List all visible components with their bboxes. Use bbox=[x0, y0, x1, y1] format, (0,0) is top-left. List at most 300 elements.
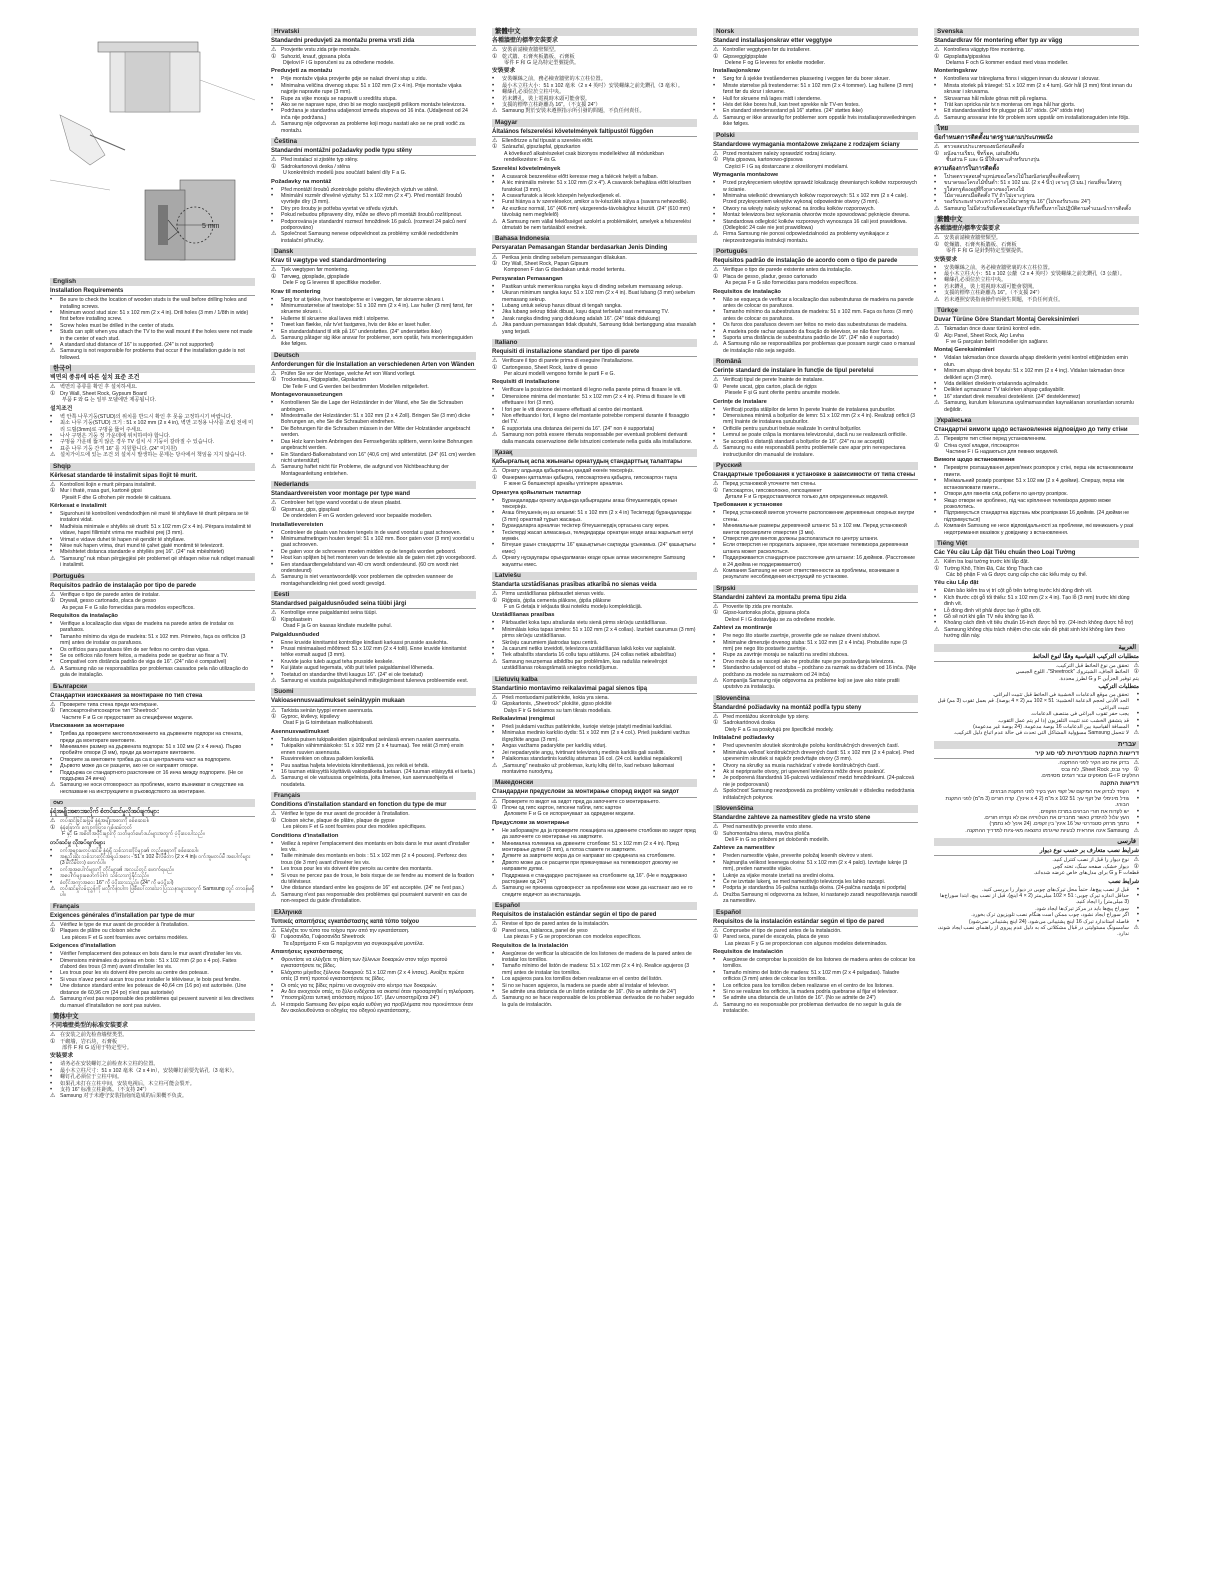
bullet-icon: • bbox=[50, 297, 53, 304]
bullet-icon: • bbox=[492, 89, 495, 96]
item-text: Nëse nuk hapen vrima, druri mund të çahet gjatë montimit të televizorit. bbox=[60, 542, 224, 549]
wall-type-icon: ① bbox=[50, 598, 56, 605]
item-text: Os furos dos parafusos devem ser feitos no meio das subestruturas de madeira. bbox=[723, 322, 908, 329]
list-item bbox=[50, 831, 255, 837]
bullet-icon: • bbox=[713, 885, 716, 892]
item-text: Компания Samsung не несет ответственности за проблемы, возникшие в результате несоблюдения инструкций по установке. bbox=[723, 567, 900, 581]
item-text: 螺絲孔必須位於立柱中央。 bbox=[502, 89, 565, 96]
column-5 bbox=[934, 28, 1139, 942]
bullet-icon: • bbox=[492, 756, 495, 763]
item-text: سامسونگ مسئولیتی در قبال مشکلاتی که به دلیل عدم پیروی از راهنمای نصب ایجاد شوند، ندارد. bbox=[937, 925, 1129, 938]
bullet-icon: • bbox=[713, 296, 716, 303]
bullet-icon: • bbox=[713, 322, 716, 329]
bullet-icon: • bbox=[492, 309, 495, 316]
bullet-icon: • bbox=[50, 866, 53, 873]
item-text: Tamaño mínimo del listón de madera: 51 x 102 mm (2 x 4 pulgadas). Taladre orificios (3 mm) antes de colocar los tornillos. bbox=[723, 969, 900, 983]
item-text: A Samsung nem vállal felelősséget azokért a problémákért, amelyek a felszerelési útmutató be nem tartásából erednek. bbox=[502, 218, 691, 231]
subsection-title: Uzstādīšanas prasības bbox=[492, 612, 555, 619]
list-item bbox=[934, 339, 1139, 345]
list-item bbox=[271, 231, 476, 244]
list-item bbox=[50, 348, 255, 361]
list-item bbox=[934, 498, 1139, 511]
bullet-icon: • bbox=[492, 192, 495, 199]
list-item bbox=[492, 267, 697, 273]
item-text: Drvo može da se rascepi ako ne probušite rupe pre postavljanja televizora. bbox=[723, 658, 895, 665]
item-text: A Samsung não se responsabiliza por problemas que possam surgir caso o manual de instalação não seja seguido. bbox=[723, 341, 916, 354]
list-item bbox=[713, 837, 918, 843]
item-text: יש לקדוח את חורי הברגים במרכז הזקפים. bbox=[1039, 808, 1129, 815]
language-section bbox=[50, 799, 255, 899]
section-title: ข้อกำหนดการติดตั้งมาตรฐานตามประเภทผนัง bbox=[934, 135, 1139, 143]
language-section bbox=[934, 838, 1139, 938]
caution-icon: ⚠ bbox=[271, 707, 277, 714]
caution-icon: ⚠ bbox=[492, 591, 498, 598]
caution-icon: ⚠ bbox=[50, 384, 56, 391]
section-title: နံရံအမျိုးအစားအလိုက် စံတပ်ဆင်မှုလိုအပ်ချက်များ bbox=[50, 809, 255, 817]
wall-type-icon: ① bbox=[492, 474, 498, 481]
item-text: Mbështetet distanca standarde e shtyllës prej 16". (24" nuk mbështetet) bbox=[60, 549, 225, 556]
list-item bbox=[271, 426, 476, 439]
bullet-icon: • bbox=[50, 1086, 53, 1093]
item-text: Pred montážou skontrolujte typ steny. bbox=[723, 714, 810, 721]
item-text: Prije montaže vijaka provjerite gdje se nalazi drveni stup u zidu. bbox=[281, 76, 427, 83]
item-text: Перевірте розташування дерев'яних розпорок у стіні, перш ніж встановлювати гвинти. bbox=[944, 465, 1134, 478]
language-label: Português bbox=[50, 573, 255, 581]
wall-type-icon: ① bbox=[934, 241, 940, 248]
bullet-icon: • bbox=[271, 108, 274, 115]
item-text: Kontroller veggtypen før du installerer. bbox=[723, 47, 811, 54]
wall-type-icon: ① bbox=[492, 927, 498, 934]
bullet-icon: • bbox=[271, 743, 274, 750]
section-title: Krav til vægtype ved standardmontering bbox=[271, 258, 476, 266]
bullet-icon: • bbox=[271, 982, 274, 989]
item-text: اگر سوراخ ایجاد نشود، چوب ممکن است هنگام نصب تلویزیون ترک بخورد. bbox=[971, 912, 1129, 919]
wall-type-icon: ① bbox=[492, 260, 498, 267]
caution-icon: ⚠ bbox=[271, 371, 277, 378]
wall-type-icon: ① bbox=[492, 597, 498, 604]
item-text: Az esztkoz normál, 16" (406 mm) vázgerenda-távolsághoz készült. (24" (610 mm) távolság nem megfelelő) bbox=[502, 205, 690, 219]
bullet-icon: • bbox=[271, 192, 274, 199]
list-item bbox=[713, 568, 918, 581]
item-text: Перед установкой уточните тип стены. bbox=[723, 481, 817, 488]
item-text: Sørg for å sjekke treståendernes plassering i veggen før du borer skruer. bbox=[723, 76, 890, 83]
list-item bbox=[271, 841, 476, 854]
language-label: Tiếng Việt bbox=[934, 540, 1139, 548]
wall-type-icon: ① bbox=[50, 390, 56, 397]
section-title: Қабырғалық аспа жиынағы орнатудың стандарттық талаптары bbox=[492, 459, 697, 467]
list-item bbox=[271, 219, 476, 232]
item-text: Samsung не носи отговорност за проблеми, които възникват в следствие на неспазване на инструкциите в ръководството за монтиране. bbox=[60, 782, 244, 795]
list-item bbox=[934, 870, 1139, 876]
language-section bbox=[934, 741, 1139, 834]
item-text: Suhozid, knauf, gipsana ploča bbox=[281, 53, 351, 60]
caution-icon: ⚠ bbox=[492, 358, 498, 365]
list-item bbox=[713, 727, 918, 733]
list-item bbox=[492, 151, 697, 164]
language-section bbox=[271, 792, 476, 904]
bullet-icon: • bbox=[713, 768, 716, 775]
caution-icon: ⚠ bbox=[50, 591, 56, 598]
item-text: Дървото може да се разцепи, ако не се направят отвори. bbox=[60, 763, 198, 770]
item-text: Komponen F dan G disediakan untuk model tertentu. bbox=[504, 267, 626, 274]
list-item bbox=[492, 371, 697, 377]
subsection-title: 설치조건 bbox=[50, 405, 73, 412]
bullet-icon: • bbox=[713, 102, 716, 109]
list-item bbox=[271, 873, 476, 886]
caution-icon: ⚠ bbox=[50, 1032, 56, 1039]
item-text: As peças F e G são fornecidas para modelos específicos. bbox=[725, 280, 858, 287]
item-text: Pastikan untuk memeriksa rangka kayu di dinding sebelum memasang sekrup. bbox=[502, 283, 683, 290]
item-text: Osad F ja G on kaasas kindlate mudelite puhul. bbox=[283, 623, 392, 630]
language-label: Nederlands bbox=[271, 481, 476, 489]
bullet-icon: • bbox=[50, 873, 53, 880]
list-item bbox=[934, 523, 1139, 536]
item-text: Minsta storlek på träregel: 51 x 102 mm (2 x 4 tum). Gör hål (3 mm) först innan du skruvar i skruvarna. bbox=[944, 82, 1132, 96]
item-text: Vérifiez le type de mur avant de procéder à l'installation. bbox=[281, 811, 410, 818]
bullet-icon: • bbox=[713, 743, 716, 750]
item-text: A Samsung não se responsabiliza por problemas causados pela não utilização do guia de instalação. bbox=[60, 665, 249, 679]
bullet-icon: • bbox=[934, 594, 937, 601]
subsection-title: Requisitos da instalação bbox=[50, 613, 118, 620]
language-label: Hrvatski bbox=[271, 28, 476, 36]
caution-icon: ⚠ bbox=[271, 464, 277, 471]
list-item bbox=[492, 542, 697, 555]
caution-icon: ⚠ bbox=[934, 326, 940, 333]
item-text: حداقل اندازه تیرک چوبی: 51 × 102 میلی‌متر (2 × 4 اینچ). قبل از نصب پیچ، ابتدا سوراخ‌ها (3 میلی‌متر) را ایجاد کنید. bbox=[940, 892, 1129, 906]
item-text: 16" standart direk mesafesi desteklenir. (24" desteklenmez) bbox=[944, 393, 1081, 400]
subsection-title: Requisitos de instalación bbox=[713, 949, 783, 956]
item-text: I fori per le viti devono essere effettuati al centro dei montanti. bbox=[502, 406, 644, 413]
item-text: F және G бөлшектері арнайы үлгілерге арналған. bbox=[504, 481, 624, 488]
item-text: En standard stenderavstand på 16" støttes. (24" støttes ikke) bbox=[723, 108, 863, 115]
section-title: Standardní montážní požadavky podle typu stěny bbox=[271, 148, 476, 156]
item-text: Een standaardtengelafstand van 40 cm wordt ondersteund. (60 cm wordt niet ondersteund) bbox=[281, 561, 459, 574]
list-item bbox=[713, 665, 918, 678]
list-item bbox=[492, 219, 697, 232]
item-text: Проверете типа стена преди монтиране. bbox=[60, 701, 159, 708]
item-text: Si vous n'avez percé aucun trou pour installer le téléviseur, le bois peut fendre. bbox=[60, 976, 241, 983]
list-item bbox=[713, 219, 918, 232]
wall-type-icon: ① bbox=[934, 332, 940, 339]
item-text: Pred upevnením skrutiek skontrolujte polohu konštrukčných drevených častí. bbox=[723, 743, 900, 750]
item-text: Ak si nepripravíte otvory, pri upevnení televízora môže drevo prasknúť. bbox=[723, 768, 886, 775]
item-text: Verificați poziția stâlpilor de lemn în perete înainte de instalarea șuruburilor. bbox=[723, 406, 896, 413]
bullet-icon: • bbox=[50, 1067, 53, 1074]
language-label: Қазақ bbox=[492, 449, 697, 457]
language-section bbox=[50, 365, 255, 458]
list-item bbox=[713, 750, 918, 763]
item-text: Орнату алдында қабырғаның қандай екенін тексеріңіз. bbox=[502, 468, 634, 475]
item-text: Ағаш бітеушенің ең аз өлшемі: 51 x 102 mm (2 x 4 in) Тесіктерді бұрандаларды (3 mm) орнатпай тұрып жасаңыз. bbox=[502, 510, 692, 523]
caution-icon: ⚠ bbox=[934, 205, 940, 212]
item-text: 最小木立柱尺寸：51 x 102 毫米（2 x 4 in），安装螺钉前要先钻孔（3 毫米）。 bbox=[60, 1067, 238, 1074]
item-text: Diely F a G sa poskytujú pre špecifické modely. bbox=[725, 726, 834, 733]
language-section bbox=[50, 1013, 255, 1100]
caution-icon: ⚠ bbox=[271, 335, 277, 342]
item-text: Перед установкой винтов уточните расположение деревянных опорных внутри стены. bbox=[723, 510, 915, 523]
list-item bbox=[713, 788, 918, 801]
bullet-icon: • bbox=[492, 82, 495, 89]
language-section bbox=[713, 132, 918, 244]
language-label: Čeština bbox=[271, 138, 476, 146]
item-text: Samsung is niet verantwoordelijk voor problemen die optreden wanneer de montagehandleiding niet goed wordt gevolgd. bbox=[281, 574, 454, 587]
bullet-icon: • bbox=[271, 768, 274, 775]
item-text: အပေါက်များမဖောက်ပါက သစ်သားကွဲနိုင်သည်။ bbox=[60, 873, 149, 880]
caution-icon: ⚠ bbox=[713, 267, 719, 274]
list-item bbox=[934, 698, 1139, 711]
caution-icon: ⚠ bbox=[713, 231, 719, 238]
item-text: F ve G parçaları belirli modeller için sağlanır. bbox=[946, 339, 1049, 345]
item-text: Veillez à repérer l'emplacement des montants en bois dans le mur avant d'installer les vis. bbox=[281, 840, 470, 853]
item-text: De gaten voor de schroeven moeten midden op de tengels worden geboord. bbox=[281, 548, 457, 555]
item-text: รูใส่สกรูต้องอยู่ที่กึ่งกลางของโครงไม้ bbox=[944, 186, 1025, 193]
wall-type-icon: ① bbox=[271, 714, 277, 721]
bullet-icon: • bbox=[271, 561, 274, 568]
caution-icon: ⚠ bbox=[713, 678, 719, 685]
bullet-icon: • bbox=[492, 406, 495, 413]
item-text: Тесіктерді жасап алмасаңыз, теледидарды орнатқан кезде ағаш жарылып кетуі мүмкін. bbox=[502, 529, 694, 542]
language-label: Eesti bbox=[271, 591, 476, 599]
bullet-icon: • bbox=[492, 840, 495, 847]
bullet-icon: • bbox=[934, 290, 937, 297]
caution-icon: ⚠ bbox=[713, 47, 719, 54]
item-text: Pared seca, panel de escayola, placa de yeso bbox=[723, 934, 829, 941]
item-text: Не заборавајте да ја проверите локацијата на дрвените столбови во ѕидот пред да започнете со монтирање на завртките. bbox=[502, 827, 696, 841]
language-label: فارسی bbox=[934, 838, 1139, 846]
caution-icon: ⚠ bbox=[492, 47, 498, 54]
caution-icon: ⚠ bbox=[1133, 925, 1139, 932]
bullet-icon: • bbox=[50, 310, 53, 317]
bullet-icon: • bbox=[271, 671, 274, 678]
bullet-icon: • bbox=[713, 995, 716, 1002]
section-title: Τυπικές απαιτήσεις εγκατάστασης κατά τύπο τοίχου bbox=[271, 919, 476, 927]
language-label: Slovenčina bbox=[713, 695, 918, 703]
bullet-icon: • bbox=[713, 555, 716, 562]
item-text: Przed montażem należy sprawdzić rodzaj ściany. bbox=[723, 150, 836, 157]
caution-icon: ⚠ bbox=[271, 231, 277, 238]
bullet-icon: • bbox=[934, 186, 937, 193]
language-label: Українська bbox=[934, 417, 1139, 425]
list-item bbox=[492, 322, 697, 335]
language-section bbox=[934, 307, 1139, 413]
language-label: English bbox=[50, 278, 255, 286]
list-item bbox=[713, 83, 918, 96]
bullet-icon: • bbox=[1136, 905, 1139, 912]
bullet-icon: • bbox=[50, 976, 53, 983]
item-text: Η εταιρεία Samsung δεν φέρει καμία ευθύνη για προβλήματα που προκύπτουν όταν δεν ακολουθούνται οι οδηγίες του οδηγού εγκατάστασης. bbox=[281, 1001, 474, 1015]
bullet-icon: • bbox=[934, 387, 937, 394]
list-item bbox=[713, 280, 918, 286]
language-label: Română bbox=[713, 358, 918, 366]
language-label: Shqip bbox=[50, 463, 255, 471]
bullet-icon: • bbox=[492, 510, 495, 517]
item-text: Поддерживается стандартное расстояние для штанги: 16 дюймов. (Расстояние в 24 дюйма не поддерживается) bbox=[723, 555, 916, 568]
bullet-icon: • bbox=[713, 432, 716, 439]
bullet-icon: • bbox=[713, 762, 716, 769]
list-item bbox=[271, 60, 476, 66]
caution-icon: ⚠ bbox=[713, 927, 719, 934]
item-text: Samsung haftet nicht für Probleme, die aufgrund von Nichtbeachtung der Montageanleitung entstehen. bbox=[281, 464, 449, 477]
bullet-icon: • bbox=[934, 270, 937, 277]
item-text: Gỗ sẽ nứt khi gắn TV nếu không tạo lỗ. bbox=[944, 614, 1035, 620]
language-section bbox=[271, 138, 476, 244]
caution-icon: ⚠ bbox=[492, 798, 498, 805]
language-section bbox=[271, 688, 476, 788]
subsection-title: 安裝要求 bbox=[492, 68, 516, 75]
item-text: Отверстия для винтов должны располагаться по центру штанги. bbox=[723, 535, 879, 542]
language-section bbox=[271, 28, 476, 134]
bullet-icon: • bbox=[271, 639, 274, 646]
item-text: ตรวจสอบประเภทของผนังก่อนติดตั้ง bbox=[944, 144, 1024, 151]
item-text: Kontrollera var träreglarna finns i väggen innan du skruvar i skruvar. bbox=[944, 76, 1100, 83]
list-item bbox=[713, 180, 918, 193]
bullet-icon: • bbox=[50, 763, 53, 770]
bullet-icon: • bbox=[492, 626, 495, 633]
bullet-icon: • bbox=[271, 212, 274, 219]
list-item bbox=[713, 678, 918, 691]
caution-icon: ⚠ bbox=[713, 788, 719, 795]
item-text: Hull for skruene må lages midt i stenderne. bbox=[723, 95, 822, 102]
item-text: Riģipsis, ģipša cementa plāksne, ģipša plāksne bbox=[502, 597, 611, 604]
item-text: Kontrolloni llojin e murit përpara instalimit. bbox=[60, 481, 157, 488]
list-item bbox=[713, 445, 918, 458]
item-text: Các bộ phận F và G được cung cấp cho các kiểu máy cụ thể. bbox=[946, 571, 1088, 578]
section-title: Requisitos padrão de instalação por tipo de parede bbox=[50, 583, 255, 591]
caution-icon: ⚠ bbox=[50, 1093, 56, 1100]
language-section bbox=[271, 481, 476, 587]
list-item bbox=[713, 640, 918, 653]
subsection-title: Απαιτήσεις εγκατάστασης bbox=[271, 949, 343, 956]
list-item bbox=[271, 464, 476, 477]
subsection-title: Paigaldusnõuded bbox=[271, 631, 320, 638]
bullet-icon: • bbox=[934, 497, 937, 504]
caution-icon: ⚠ bbox=[934, 144, 940, 151]
bullet-icon: • bbox=[1136, 717, 1139, 724]
bullet-icon: • bbox=[50, 523, 53, 530]
item-text: Se admite una distancia de un listón de 16". (No se admite de 24") bbox=[723, 995, 876, 1002]
item-text: Ja caurumi netiks izveidoti, televizora uzstādīšanas laikā koks var saplaisāt. bbox=[502, 646, 676, 653]
section-title: 벽면의 종류에 따른 설치 표준 조건 bbox=[50, 375, 255, 383]
bullet-icon: • bbox=[934, 192, 937, 199]
item-text: Asegúrese de comprobar la posición de los listones de madera antes de colocar los tornillos. bbox=[723, 957, 916, 970]
wall-type-icon: ① bbox=[713, 610, 719, 617]
list-item bbox=[271, 574, 476, 587]
bullet-icon: • bbox=[713, 205, 716, 212]
bullet-icon: • bbox=[492, 497, 495, 504]
language-label: Norsk bbox=[713, 28, 918, 36]
bullet-icon: • bbox=[271, 302, 274, 309]
bullet-icon: • bbox=[271, 853, 274, 860]
bullet-icon: • bbox=[1136, 711, 1139, 718]
item-text: Palaikomas standartinis karkšių atstumas 16 col. (24 col. karkšiai nepalaikomi) bbox=[502, 756, 683, 763]
list-item bbox=[492, 413, 697, 426]
subsection-title: ความต้องการในการติดตั้ง bbox=[934, 165, 999, 172]
item-text: Une distance standard entre les goujons de 16" est acceptée. (24" ne l'est pas.) bbox=[281, 885, 464, 892]
list-item bbox=[713, 390, 918, 396]
item-text: 零件 F 和 G 是為特定型號提供。 bbox=[504, 60, 580, 67]
caution-icon: ⚠ bbox=[50, 886, 56, 893]
item-text: Dimensiunea minimă a bolțurilor de lemn: 51 x 102 mm (2 x 4 in). Realizați orificii (3 mm) înainte de instalarea șuruburilor. bbox=[723, 413, 916, 426]
item-text: Компанія Samsung не несе відповідальності за проблеми, які виникають у разі недотримання вказівок у довіднику з встановлення. bbox=[944, 523, 1134, 536]
subsection-title: Reikalavimai įrengimui bbox=[492, 716, 555, 723]
list-item bbox=[50, 935, 255, 941]
item-text: Dry Wall, Sheet Rock, Gypsum Board bbox=[60, 390, 147, 397]
bullet-icon: • bbox=[492, 652, 495, 659]
language-label: Македонски bbox=[492, 779, 697, 787]
bullet-icon: • bbox=[713, 523, 716, 530]
language-section bbox=[492, 676, 697, 776]
list-item bbox=[271, 775, 476, 788]
item-text: A madeira pode rachar aquando da fixação do televisor, se não fizer furos. bbox=[723, 328, 895, 335]
item-text: Jika panduan pemasangan tidak dipatuhi, Samsung tidak bertanggung atas masalah yang terjadi. bbox=[502, 322, 697, 335]
item-text: Sørg for at tjekke, hvor træstolperne er i væggen, før skruerne skrues i. bbox=[281, 296, 445, 303]
language-section bbox=[492, 902, 697, 1008]
list-item bbox=[492, 108, 697, 114]
list-item bbox=[934, 796, 1139, 809]
bullet-icon: • bbox=[50, 659, 53, 666]
item-text: تحقق من نوع الحائط قبل التركيب. bbox=[1055, 662, 1129, 669]
list-item bbox=[50, 1045, 255, 1051]
item-text: Vida delikleri direklerin ortalarında açılmalıdır. bbox=[944, 381, 1049, 388]
item-text: ผนังฉาบเรียบ, ชีทร็อค, แผ่นยิปซัม bbox=[944, 150, 1020, 157]
item-text: 若未遵照安裝指南操作而發生問題，不負任何責任。 bbox=[944, 296, 1064, 303]
bullet-icon: • bbox=[271, 425, 274, 432]
bullet-icon: • bbox=[934, 76, 937, 83]
item-text: Гипсокартон/гипсокартон тип "Sheetrock" bbox=[60, 708, 159, 715]
item-text: قطعات F و G برای مدل‌های خاص عرضه شده‌اند. bbox=[1033, 870, 1139, 877]
caution-icon: ⚠ bbox=[50, 665, 56, 672]
list-item bbox=[713, 193, 918, 206]
item-text: גודל מינימלי של זקף עץ: 51 x 102 מ"מ (2 x 4 אינץ'). קדח חורים (3 מ"מ) לפני התקנת הבורג. bbox=[945, 795, 1129, 809]
subsection-title: Zahtevi za montiranje bbox=[713, 625, 773, 632]
list-item bbox=[50, 886, 255, 899]
subsection-title: Yêu cầu Lắp đặt bbox=[934, 580, 979, 587]
item-text: Asegúrese de verificar la ubicación de los listones de madera de la pared antes de instalar los tornillos. bbox=[502, 950, 692, 964]
item-text: Samsung 对于未遵守安装指南而造成的后果概不负责。 bbox=[60, 1093, 188, 1100]
bullet-icon: • bbox=[492, 853, 495, 860]
caution-icon: ⚠ bbox=[271, 157, 277, 164]
item-text: Dimensions minimales du poteau en bois : 51 x 102 mm (2 po x 4 po). Faites d'abord des trous (3 mm) avant d'installer les vis. bbox=[60, 957, 237, 971]
bullet-icon: • bbox=[713, 542, 716, 549]
item-text: הקפד לבדוק את המיקום של זקפי העץ בקיר לפני התקנת הברגים. bbox=[989, 789, 1129, 796]
item-text: Controleer het type wand voordat u de steun plaatst. bbox=[281, 500, 402, 507]
list-item bbox=[492, 432, 697, 445]
language-section bbox=[271, 352, 476, 477]
section-title: Standardne zahteve za namestitev glede na vrsto stene bbox=[713, 815, 918, 823]
item-text: En standardafstand til stik på 16" understøttes. (24" understøttes ikke) bbox=[281, 328, 442, 335]
bullet-icon: • bbox=[492, 95, 495, 102]
caution-icon: ⚠ bbox=[713, 481, 719, 488]
caution-icon: ⚠ bbox=[271, 267, 277, 274]
item-text: Skrūvju caurumiem jāatrodas tapu centrā. bbox=[502, 639, 599, 646]
bullet-icon: • bbox=[492, 872, 495, 879]
caution-icon: ⚠ bbox=[934, 436, 940, 443]
list-item bbox=[934, 368, 1139, 381]
bullet-icon: • bbox=[934, 82, 937, 89]
caution-icon: ⚠ bbox=[934, 523, 940, 530]
item-text: 설치가이드에 있는 조건 외 설치시 발생하는 문제는 당사에서 책임을 지지 않습니다. bbox=[60, 452, 247, 459]
item-text: Samsung non potrà essere ritenuta responsabile per eventuali problemi derivanti dalla mancata osservazione delle istruzioni contenute nella guida alla installazione. bbox=[502, 432, 693, 445]
item-text: Delarna F och G kommer endast med vissa modeller. bbox=[946, 60, 1069, 67]
bullet-icon: • bbox=[713, 749, 716, 756]
bullet-icon: • bbox=[713, 212, 716, 219]
list-item bbox=[934, 773, 1139, 779]
item-text: Před montáží šroubů zkontrolujte polohu dřevěných výztuh ve stěně. bbox=[281, 186, 439, 193]
item-text: Verifique o tipo de parede existente antes da instalação. bbox=[723, 267, 852, 274]
item-text: 螺絲孔必須位於立柱中央。 bbox=[944, 277, 1007, 284]
bullet-icon: • bbox=[271, 840, 274, 847]
bullet-icon: • bbox=[271, 218, 274, 225]
